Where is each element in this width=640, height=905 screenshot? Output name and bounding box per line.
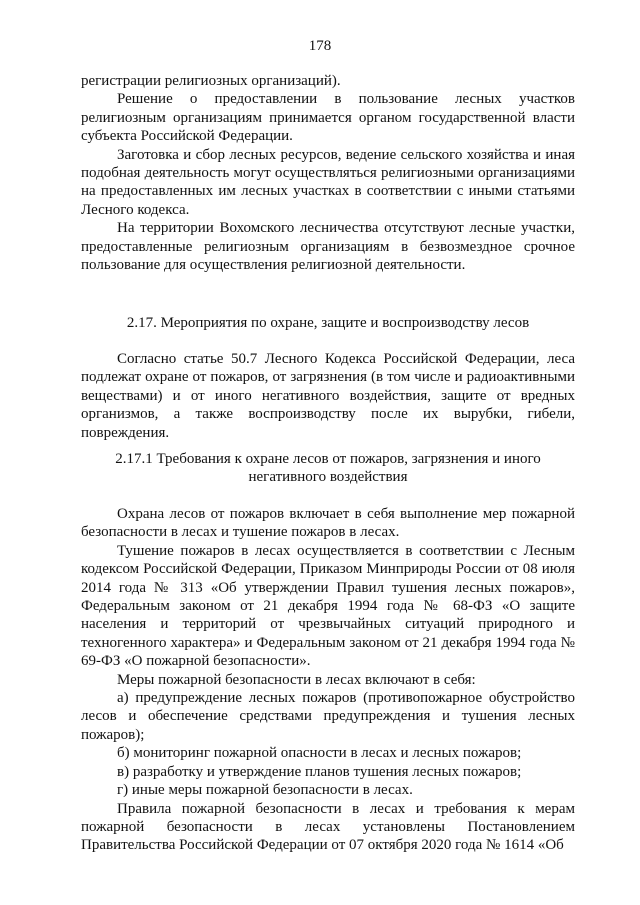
list-item: б) мониторинг пожарной опасности в лесах и лесных пожаров; [117,745,522,762]
paragraph: Решение о предоставлении в пользование лесных участков религиозным организациям принимается органом государственной власти субъекта Российской Федерации. [81,91,575,145]
page-number: 178 [308,38,332,54]
paragraph: Тушение пожаров в лесах осуществляется в соответствии с Лесным кодексом Российской Федерации, Приказом Минприроды России от 08 июля 2014 года № 313 «Об утверждении Правил тушения лесных пожаров», Федеральным законом от 21 декабря 1994 года № 68-ФЗ «О защите населения и территорий от чрезвычайных ситуаций природного и техногенного характера» и Федеральным законом от 21 декабря 1994 года № 69-ФЗ «О пожарной безопасности». [81,542,575,670]
list-item: а) предупреждение лесных пожаров (противопожарное обустройство лесов и обеспечение средствами предупреждения и тушения лесных пожаров); [81,690,575,743]
paragraph: Правила пожарной безопасности в лесах и требования к мерам пожарной безопасности в лесах установлены Постановлением Правительства Российской Федерации от 07 октября 2020 года № 1614 «Об [81,800,575,854]
top-text-block [81,72,575,274]
section-heading-2-17: 2.17. Мероприятия по охране, защите и воспроизводству лесов [126,315,530,331]
list-item: г) иные меры пожарной безопасности в лесах. [117,782,413,799]
paragraph: На территории Вохомского лесничества отсутствуют лесные участки, предоставленные религиозным организациям в безвозмездное срочное пользование для осуществления религиозной деятельности. [81,220,575,274]
paragraph: Заготовка и сбор лесных ресурсов, ведение сельского хозяйства и иная подобная деятельность могут осуществляться религиозными организациями на предоставленных им лесных участках в соответствии с иными статьями Лесного кодекса. [81,146,575,218]
paragraph: регистрации религиозных организаций). [81,73,341,89]
list-item: в) разработку и утверждение планов тушения лесных пожаров; [117,763,522,780]
paragraph: Согласно статье 50.7 Лесного Кодекса Российской Федерации, леса подлежат охране от пожаров, от загрязнения (в том числе и радиоактивными веществами) и от иного негативного воздействия, защите от вредных организмов, а также воспроизводству после их вырубки, гибели, повреждения. [81,351,575,441]
section-2-17-1-text [81,505,575,855]
paragraph: Охрана лесов от пожаров включает в себя выполнение мер пожарной безопасности в лесах и тушение пожаров в лесах. [81,506,575,541]
section-2-17-text [81,350,575,442]
paragraph: Меры пожарной безопасности в лесах включают в себя: [117,671,476,688]
section-heading-2-17-1: 2.17.1 Требования к охране лесов от пожаров, загрязнения и иного негативного воздействия [115,451,541,486]
